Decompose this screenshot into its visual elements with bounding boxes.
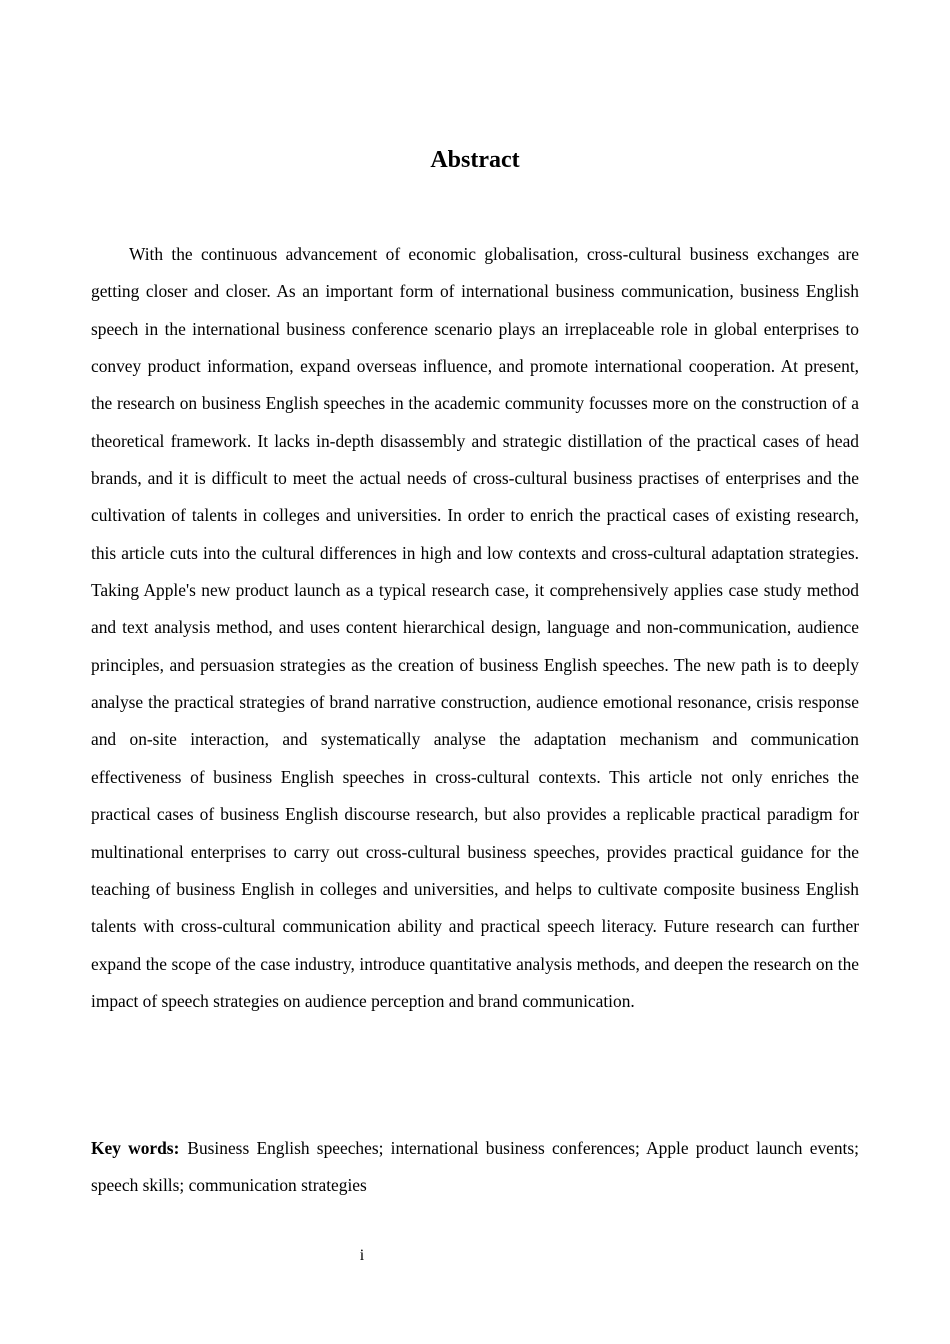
keywords-label: Key words: <box>91 1138 180 1158</box>
keywords-section <box>91 1130 859 1205</box>
abstract-title: Abstract <box>430 147 520 173</box>
page-number: i <box>359 1247 365 1264</box>
abstract-body: With the continuous advancement of economic globalisation, cross-cultural business exchanges are getting closer and closer. As an important form of international business communication, business English speech in the international business conference scenario plays an irreplaceable role in global enterprises to convey product information, expand overseas influence, and promote international cooperation. At present, the research on business English speeches in the academic community focusses more on the construction of a theoretical framework. It lacks in-depth disassembly and strategic distillation of the practical cases of head brands, and it is difficult to meet the actual needs of cross-cultural business practises of enterprises and the cultivation of talents in colleges and universities. In order to enrich the practical cases of existing research, this article cuts into the cultural differences in high and low contexts and cross-cultural adaptation strategies. Taking Apple's new product launch as a typical research case, it comprehensively applies case study method and text analysis method, and uses content hierarchical design, language and non-communication, audience principles, and persuasion strategies as the creation of business English speeches. The new path is to deeply analyse the practical strategies of brand narrative construction, audience emotional resonance, crisis response and on-site interaction, and systematically analyse the adaptation mechanism and communication effectiveness of business English speeches in cross-cultural contexts. This article not only enriches the practical cases of business English discourse research, but also provides a replicable practical paradigm for multinational enterprises to carry out cross-cultural business speeches, provides practical guidance for the teaching of business English in colleges and universities, and helps to cultivate composite business English talents with cross-cultural communication ability and practical speech literacy. Future research can further expand the scope of the case industry, introduce quantitative analysis methods, and deepen the research on the impact of speech strategies on audience perception and brand communication. <box>91 244 859 1011</box>
keywords-text: Business English speeches; international business conferences; Apple product launch events; speech skills; communication strategies <box>91 1138 859 1196</box>
